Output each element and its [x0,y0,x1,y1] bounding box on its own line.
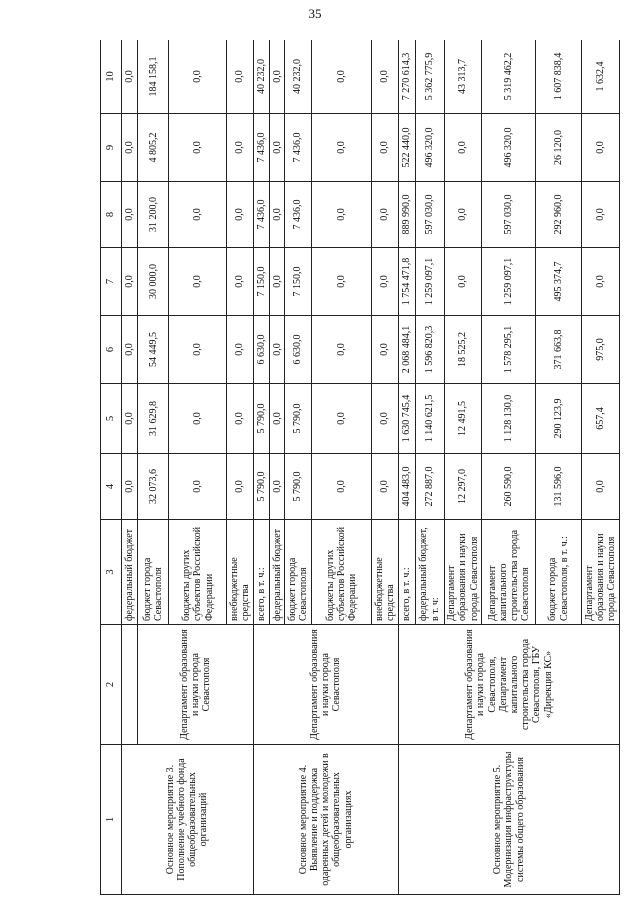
value-cell: 292 960,0 [536,182,582,248]
executor: Департамент образования и науки города Севастополя [138,625,253,745]
value-cell: 0,0 [581,454,619,520]
value-cell: 5 790,0 [253,384,270,454]
value-cell: 7 150,0 [285,248,312,316]
header-cell: 2 [101,625,122,745]
value-cell: 0,0 [169,454,227,520]
value-cell: 0,0 [121,40,138,114]
value-cell: 26 120,0 [536,114,582,182]
funding-source: бюджеты других субъектов Российской Федерации [169,520,227,625]
value-cell: 496 320,0 [482,114,536,182]
funding-source: бюджеты других субъектов Российской Федерации [311,520,371,625]
value-cell: 272 887,0 [415,454,444,520]
header-cell: 7 [101,248,122,316]
value-cell: 0,0 [311,454,371,520]
value-cell: 0,0 [169,248,227,316]
value-cell: 0,0 [121,248,138,316]
value-cell: 5 362 775,9 [415,40,444,114]
value-cell: 7 436,0 [285,182,312,248]
value-cell: 0,0 [444,182,482,248]
value-cell: 0,0 [270,384,285,454]
value-cell: 0,0 [311,114,371,182]
value-cell: 0,0 [311,316,371,384]
header-cell: 3 [101,520,122,625]
value-cell: 43 313,7 [444,40,482,114]
value-cell: 0,0 [227,384,253,454]
value-cell: 522 440,0 [399,114,416,182]
funding-source: бюджет города Севастополя, в т. ч.: [536,520,582,625]
table-row [253,40,270,895]
value-cell: 1 596 820,3 [415,316,444,384]
value-cell: 0,0 [372,114,399,182]
value-cell: 371 663,8 [536,316,582,384]
value-cell: 0,0 [169,114,227,182]
value-cell: 0,0 [121,182,138,248]
value-cell: 0,0 [121,384,138,454]
value-cell: 0,0 [372,316,399,384]
value-cell: 1 754 471,8 [399,248,416,316]
value-cell: 260 590,0 [482,454,536,520]
value-cell: 597 030,0 [415,182,444,248]
measure-title: Основное мероприятие 4. Выявление и поддержка одаренных детей и молодежи в общеобразовательных организациях [253,745,398,895]
executor: Департамент образования и науки города Севастополя, Департамент капитального строительства города Севастополя, ГБУ «Дирекция КС» [399,625,620,745]
funding-source: Департамент капитального строительства города Севастополя [482,520,536,625]
table-row [399,40,416,895]
value-cell: 0,0 [227,248,253,316]
value-cell: 657,4 [581,384,619,454]
value-cell: 7 436,0 [285,114,312,182]
value-cell: 0,0 [270,182,285,248]
funding-source: федеральный бюджет, в т. ч: [415,520,444,625]
value-cell: 5 319 462,2 [482,40,536,114]
value-cell: 0,0 [169,316,227,384]
page-number: 35 [308,6,322,21]
value-cell: 0,0 [581,114,619,182]
funding-source: всего, в т. ч.: [399,520,416,625]
value-cell: 1 632,4 [581,40,619,114]
measure-title: Основное мероприятие 3. Пополнение учебного фонда общеобразовательных организаций [121,745,253,895]
value-cell: 404 483,0 [399,454,416,520]
value-cell: 975,0 [581,316,619,384]
value-cell: 7 270 614,3 [399,40,416,114]
value-cell: 1 578 295,1 [482,316,536,384]
value-cell: 40 232,0 [253,40,270,114]
value-cell: 1 259 097,1 [482,248,536,316]
value-cell: 0,0 [169,182,227,248]
header-cell: 1 [101,745,122,895]
value-cell: 0,0 [372,248,399,316]
value-cell: 1 630 745,4 [399,384,416,454]
value-cell: 495 374,7 [536,248,582,316]
value-cell: 31 200,0 [138,182,169,248]
header-cell: 10 [101,40,122,114]
value-cell: 0,0 [227,316,253,384]
value-cell: 0,0 [372,384,399,454]
value-cell: 0,0 [372,454,399,520]
value-cell: 2 068 484,1 [399,316,416,384]
value-cell: 0,0 [311,384,371,454]
value-cell: 1 128 130,0 [482,384,536,454]
funding-source: Департамент образования и науки города Севастополя [444,520,482,625]
value-cell: 4 805,2 [138,114,169,182]
header-cell: 9 [101,114,122,182]
value-cell: 12 491,5 [444,384,482,454]
value-cell: 40 232,0 [285,40,312,114]
value-cell: 0,0 [372,182,399,248]
value-cell: 54 449,5 [138,316,169,384]
value-cell: 290 123,9 [536,384,582,454]
value-cell: 184 158,1 [138,40,169,114]
funding-source: бюджет города Севастополя [138,520,169,625]
value-cell: 5 790,0 [253,454,270,520]
value-cell: 7 436,0 [253,182,270,248]
value-cell: 0,0 [227,454,253,520]
value-cell: 0,0 [311,182,371,248]
header-cell: 8 [101,182,122,248]
value-cell: 0,0 [270,248,285,316]
value-cell: 0,0 [311,248,371,316]
value-cell: 7 150,0 [253,248,270,316]
value-cell: 32 073,6 [138,454,169,520]
value-cell: 0,0 [227,182,253,248]
value-cell: 12 297,0 [444,454,482,520]
value-cell: 0,0 [270,454,285,520]
value-cell: 0,0 [169,40,227,114]
funding-source: всего, в т. ч.: [253,520,270,625]
funding-source: федеральный бюджет [270,520,285,625]
value-cell: 0,0 [444,248,482,316]
value-cell: 1 140 621,5 [415,384,444,454]
value-cell: 0,0 [270,114,285,182]
value-cell: 0,0 [227,114,253,182]
value-cell: 597 030,0 [482,182,536,248]
value-cell: 0,0 [169,384,227,454]
table-body [101,40,620,895]
value-cell: 496 320,0 [415,114,444,182]
executor-cell-blank [121,625,138,745]
funding-source: Департамент образования и науки города Севастополя [581,520,619,625]
value-cell: 1 259 097,1 [415,248,444,316]
value-cell: 0,0 [581,248,619,316]
funding-source: внебюджетные средства [372,520,399,625]
header-cell: 4 [101,454,122,520]
value-cell: 6 630,0 [253,316,270,384]
value-cell: 0,0 [444,114,482,182]
rotated-table-area [100,40,620,895]
executor: Департамент образования и науки города Севастополя [253,625,398,745]
value-cell: 0,0 [270,316,285,384]
measure-title: Основное мероприятие 5. Модернизация инфраструктуры системы общего образования [399,745,620,895]
value-cell: 7 436,0 [253,114,270,182]
value-cell: 0,0 [121,114,138,182]
value-cell: 0,0 [311,40,371,114]
funding-source: бюджет города Севастополя [285,520,312,625]
value-cell: 5 790,0 [285,454,312,520]
table-row [121,40,138,895]
value-cell: 6 630,0 [285,316,312,384]
value-cell: 5 790,0 [285,384,312,454]
value-cell: 0,0 [372,40,399,114]
value-cell: 31 629,8 [138,384,169,454]
funding-source: внебюджетные средства [227,520,253,625]
value-cell: 889 990,0 [399,182,416,248]
budget-table [100,40,620,895]
header-cell: 6 [101,316,122,384]
value-cell: 0,0 [121,454,138,520]
value-cell: 1 607 838,4 [536,40,582,114]
value-cell: 0,0 [581,182,619,248]
value-cell: 30 000,0 [138,248,169,316]
value-cell: 131 596,0 [536,454,582,520]
value-cell: 18 525,2 [444,316,482,384]
header-row [101,40,122,895]
value-cell: 0,0 [227,40,253,114]
value-cell: 0,0 [121,316,138,384]
funding-source: федеральный бюджет [121,520,138,625]
table-sheet [100,40,620,895]
value-cell: 0,0 [270,40,285,114]
header-cell: 5 [101,384,122,454]
